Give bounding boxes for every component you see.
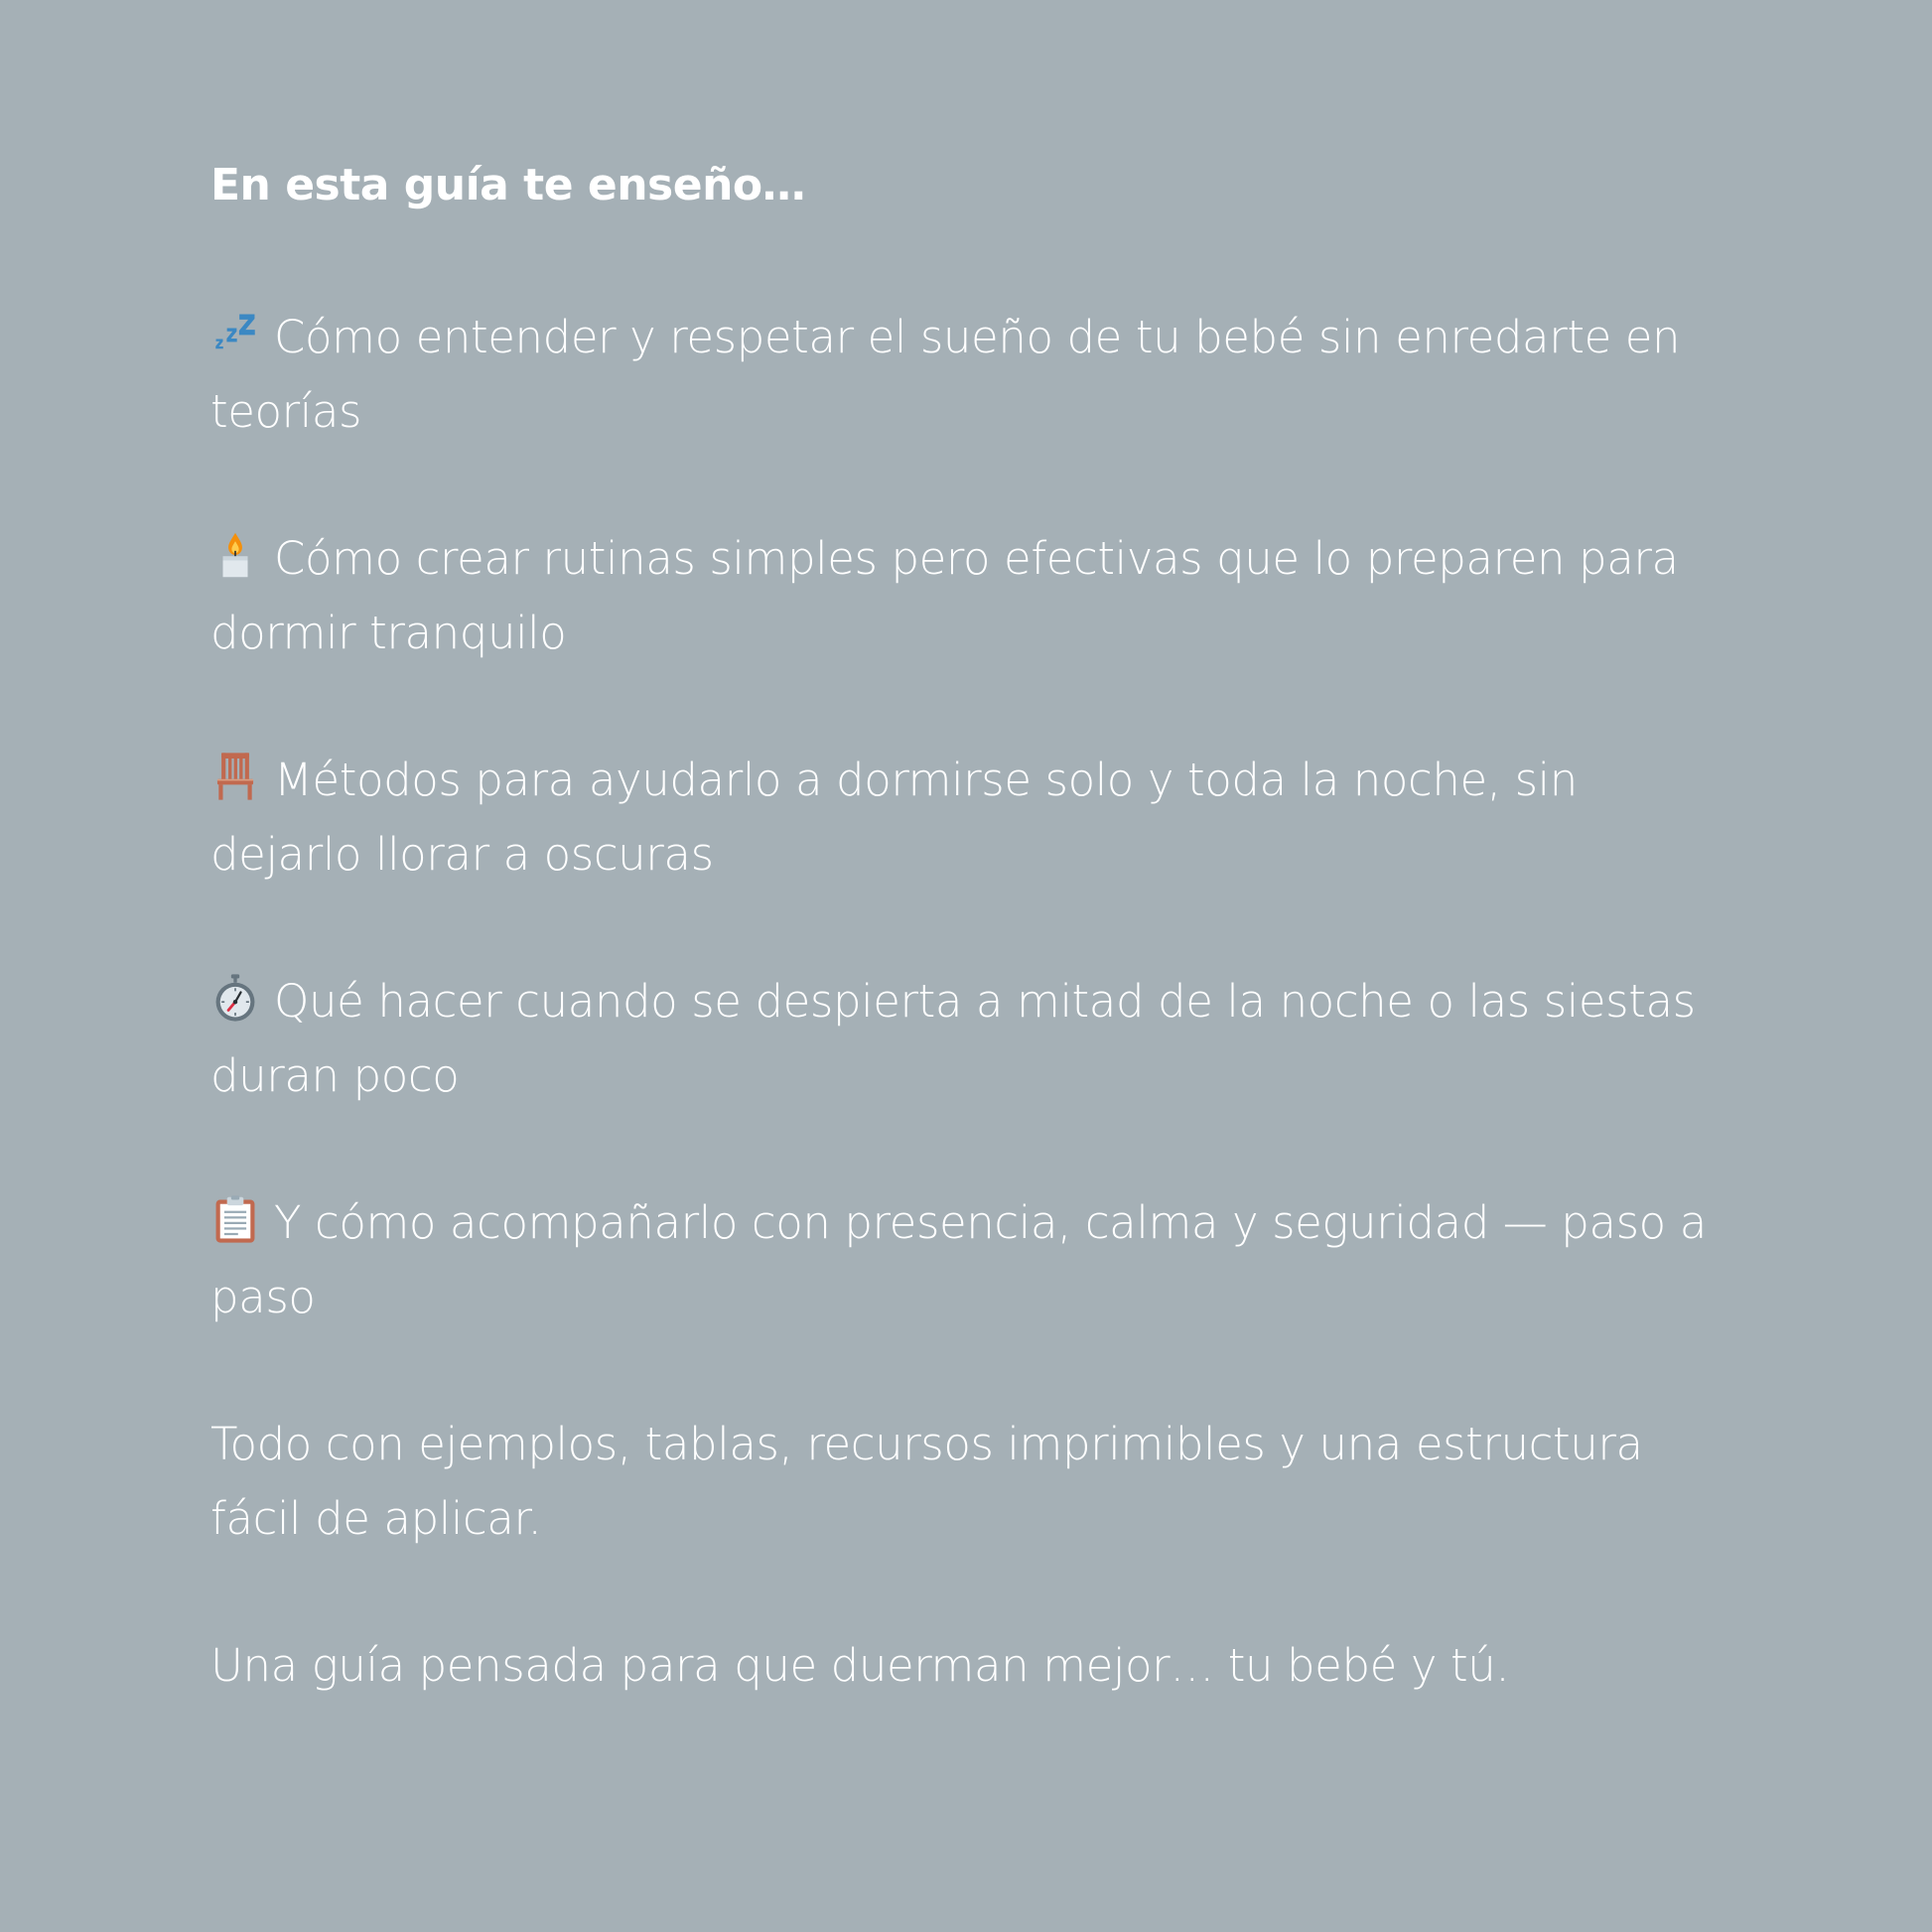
guide-content <box>210 154 1729 1704</box>
list-item <box>210 301 1729 449</box>
list-item-text: Qué hacer cuando se despierta a mitad de la noche o las siestas duran poco <box>210 975 1696 1102</box>
list-item-text: Y cómo acompañarlo con presencia, calma y seguridad — paso a paso <box>210 1196 1707 1323</box>
list-item-text: Cómo entender y respetar el sueño de tu bebé sin enredarte en teorías <box>210 311 1681 438</box>
clipboard-icon <box>210 1194 260 1244</box>
list-item-text: Cómo crear rutinas simples pero efectivas que lo preparen para dormir tranquilo <box>210 532 1679 659</box>
closing-paragraph: Todo con ejemplos, tablas, recursos imprimibles y una estructura fácil de aplicar. <box>210 1418 1643 1545</box>
list-item <box>210 965 1729 1113</box>
stopwatch-icon <box>210 973 260 1023</box>
guide-heading: En esta guía te enseño… <box>210 160 806 210</box>
list-item <box>210 744 1729 892</box>
candle-icon <box>210 530 260 580</box>
zzz-sleep-icon <box>210 309 260 358</box>
list-item <box>210 522 1729 670</box>
list-item <box>210 1186 1729 1334</box>
list-item-text: Métodos para ayudarlo a dormirse solo y toda la noche, sin dejarlo llorar a oscuras <box>210 754 1578 881</box>
chair-icon <box>210 752 260 801</box>
closing-tagline: Una guía pensada para que duerman mejor… tu bebé y tú. <box>210 1639 1510 1692</box>
